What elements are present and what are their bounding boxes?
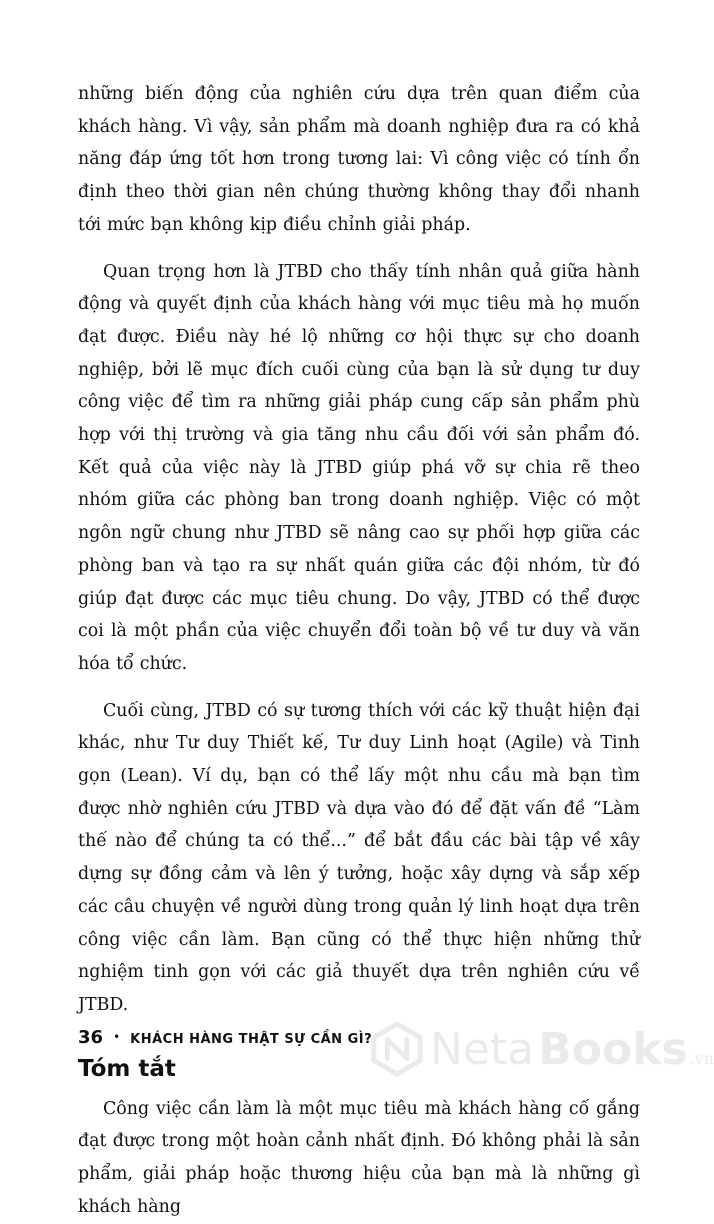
watermark-text-books: Books xyxy=(538,1023,688,1075)
footer-bullet: • xyxy=(113,1030,121,1044)
paragraph-causality: Quan trọng hơn là JTBD cho thấy tính nhân quả giữa hành động và quyết định của khách hàng với mục tiêu mà họ muốn đạt được. Điều này hé lộ những cơ hội thực sự cho doanh nghiệp, bởi lẽ mục đích cuối cùng của bạn là sử dụng tư duy công việc để tìm ra những giải pháp cung cấp sản phẩm phù hợp với thị trường và gia tăng nhu cầu đối với sản phẩm đó. Kết quả của việc này là JTBD giúp phá vỡ sự chia rẽ theo nhóm giữa các phòng ban trong doanh nghiệp. Việc có một ngôn ngữ chung như JTBD sẽ nâng cao sự phối hợp giữa các phòng ban và tạo ra sự nhất quán giữa các đội nhóm, từ đó giúp đạt được các mục tiêu chung. Do vậy, JTBD có thể được coi là một phần của việc chuyển đổi toàn bộ về tư duy và văn hóa tổ chức. xyxy=(78,261,640,674)
paragraph-compatibility: Cuối cùng, JTBD có sự tương thích với các kỹ thuật hiện đại khác, như Tư duy Thiết kế, Tư duy Linh hoạt (Agile) và Tinh gọn (Lean). Ví dụ, bạn có thể lấy một nhu cầu mà bạn tìm được nhờ nghiên cứu JTBD và dựa vào đó để đặt vấn đề “Làm thế nào để chúng ta có thể...” để bắt đầu các bài tập về xây dựng sự đồng cảm và lên ý tưởng, hoặc xây dựng và sắp xếp các câu chuyện về người dùng trong quản lý linh hoạt dựa trên công việc cần làm. Bạn cũng có thể thực hiện những thử nghiệm tinh gọn với các giả thuyết dựa trên nghiên cứu về JTBD. xyxy=(78,700,640,1015)
page-number: 36 xyxy=(78,1027,104,1048)
section-heading: Tóm tắt xyxy=(78,1055,176,1082)
paragraph-summary: Công việc cần làm là một mục tiêu mà khách hàng cố gắng đạt được trong một hoàn cảnh nhất định. Đó không phải là sản phẩm, giải pháp hoặc thương hiệu của bạn mà là những gì khách hàng xyxy=(78,1098,640,1217)
running-title: KHÁCH HÀNG THẬT SỰ CẦN GÌ? xyxy=(130,1032,373,1047)
watermark xyxy=(368,1020,714,1078)
watermark-text-neta: Neta xyxy=(430,1023,535,1075)
netabooks-logo-icon xyxy=(368,1020,426,1078)
watermark-suffix: .vn xyxy=(689,1049,714,1068)
page-footer xyxy=(78,1027,372,1048)
paragraph-continued: những biến động của nghiên cứu dựa trên quan điểm của khách hàng. Vì vậy, sản phẩm mà doanh nghiệp đưa ra có khả năng đáp ứng tốt hơn trong tương lai: Vì công việc có tính ổn định theo thời gian nên chúng thường không thay đổi nhanh tới mức bạn không kịp điều chỉnh giải pháp. xyxy=(78,84,640,235)
